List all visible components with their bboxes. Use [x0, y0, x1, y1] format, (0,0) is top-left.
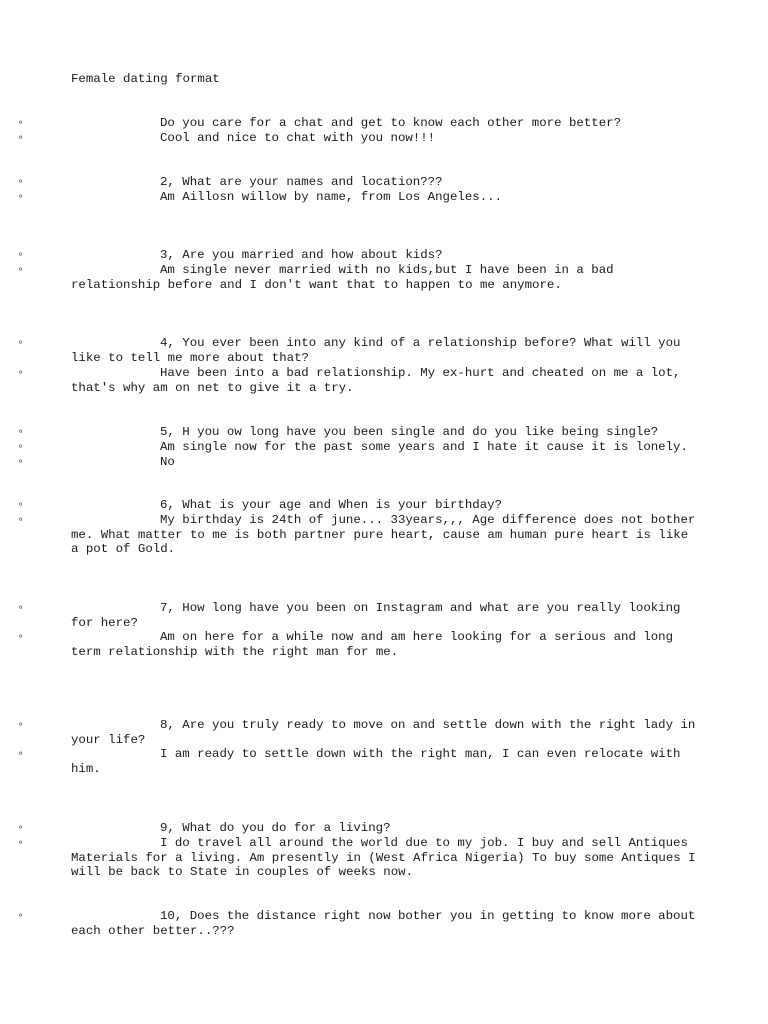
list-item-text: 6, What is your age and When is your birthday?: [160, 498, 503, 512]
list-item: [17, 425, 696, 440]
list-item-text: Do you care for a chat and get to know each other more better?: [160, 116, 622, 130]
bullet-icon: ◦: [17, 131, 25, 145]
list-item: [17, 440, 696, 455]
list-item-text: I am ready to settle down with the right man, I can even relocate with him.: [71, 747, 681, 776]
list-item-text: I do travel all around the world due to my job. I buy and sell Antiques Materials for a living. Am presently in (West Africa Nigeria) To buy some Antiques I will be back to State in couples of weeks now.: [71, 836, 696, 880]
list-item: [17, 116, 696, 131]
list-item-text: 7, How long have you been on Instagram and what are you really looking for here?: [71, 601, 681, 630]
list-item-text: 5, H you ow long have you been single and do you like being single?: [160, 425, 659, 439]
bullet-icon: ◦: [17, 190, 25, 204]
list-item-text: Am Aillosn willow by name, from Los Angeles...: [160, 190, 503, 204]
bullet-icon: ◦: [17, 248, 25, 262]
list-item-text: Am single now for the past some years and I hate it cause it is lonely.: [160, 440, 688, 454]
list-item-text: Am on here for a while now and am here looking for a serious and long term relationship with the right man for me.: [71, 630, 674, 659]
list-item-text: My birthday is 24th of june... 33years,,, Age difference does not bother me. What matter to me is both partner pure heart, cause am human pure heart is like a pot of Gold.: [71, 513, 696, 557]
bullet-icon: ◦: [17, 440, 25, 454]
list-item: [17, 190, 696, 205]
list-item: [17, 601, 696, 630]
list-item: [17, 909, 696, 938]
bullet-icon: ◦: [17, 455, 25, 469]
bullet-icon: ◦: [17, 718, 25, 732]
list-item: [17, 248, 696, 263]
list-item-text: No: [160, 455, 175, 469]
list-item-text: Am single never married with no kids,but I have been in a bad relationship before and I don't want that to happen to me anymore.: [71, 263, 614, 292]
list-item: [17, 498, 696, 513]
list-item: [17, 336, 696, 365]
bullet-icon: ◦: [17, 263, 25, 277]
bullet-icon: ◦: [17, 513, 25, 527]
list-item-text: 8, Are you truly ready to move on and settle down with the right lady in your life?: [71, 718, 696, 747]
list-item: [17, 836, 696, 880]
bullet-icon: ◦: [17, 836, 25, 850]
list-item: [17, 131, 696, 146]
document-title: Female dating format: [71, 72, 220, 86]
list-item: [17, 366, 696, 395]
list-item: [17, 175, 696, 190]
list-item-text: Cool and nice to chat with you now!!!: [160, 131, 436, 145]
list-item: [17, 718, 696, 747]
bullet-icon: ◦: [17, 425, 25, 439]
bullet-icon: ◦: [17, 630, 25, 644]
bullet-icon: ◦: [17, 909, 25, 923]
bullet-icon: ◦: [17, 366, 25, 380]
bullet-icon: ◦: [17, 498, 25, 512]
list-item-text: 10, Does the distance right now bother you in getting to know more about each other better..???: [71, 909, 696, 938]
list-item: [17, 821, 696, 836]
bullet-icon: ◦: [17, 175, 25, 189]
list-item: [17, 630, 696, 659]
list-item: [17, 513, 696, 557]
bullet-icon: ◦: [17, 336, 25, 350]
list-item: [17, 263, 696, 292]
list-item: [17, 455, 696, 470]
bullet-icon: ◦: [17, 116, 25, 130]
list-item-text: 2, What are your names and location???: [160, 175, 443, 189]
list-item-text: 4, You ever been into any kind of a relationship before? What will you like to tell me more about that?: [71, 336, 681, 365]
list-item: [17, 747, 696, 776]
bullet-icon: ◦: [17, 747, 25, 761]
list-item-text: 3, Are you married and how about kids?: [160, 248, 443, 262]
bullet-icon: ◦: [17, 821, 25, 835]
list-item-text: Have been into a bad relationship. My ex-hurt and cheated on me a lot, that's why am on net to give it a try.: [71, 366, 681, 395]
list-item-text: 9, What do you do for a living?: [160, 821, 391, 835]
bullet-icon: ◦: [17, 601, 25, 615]
